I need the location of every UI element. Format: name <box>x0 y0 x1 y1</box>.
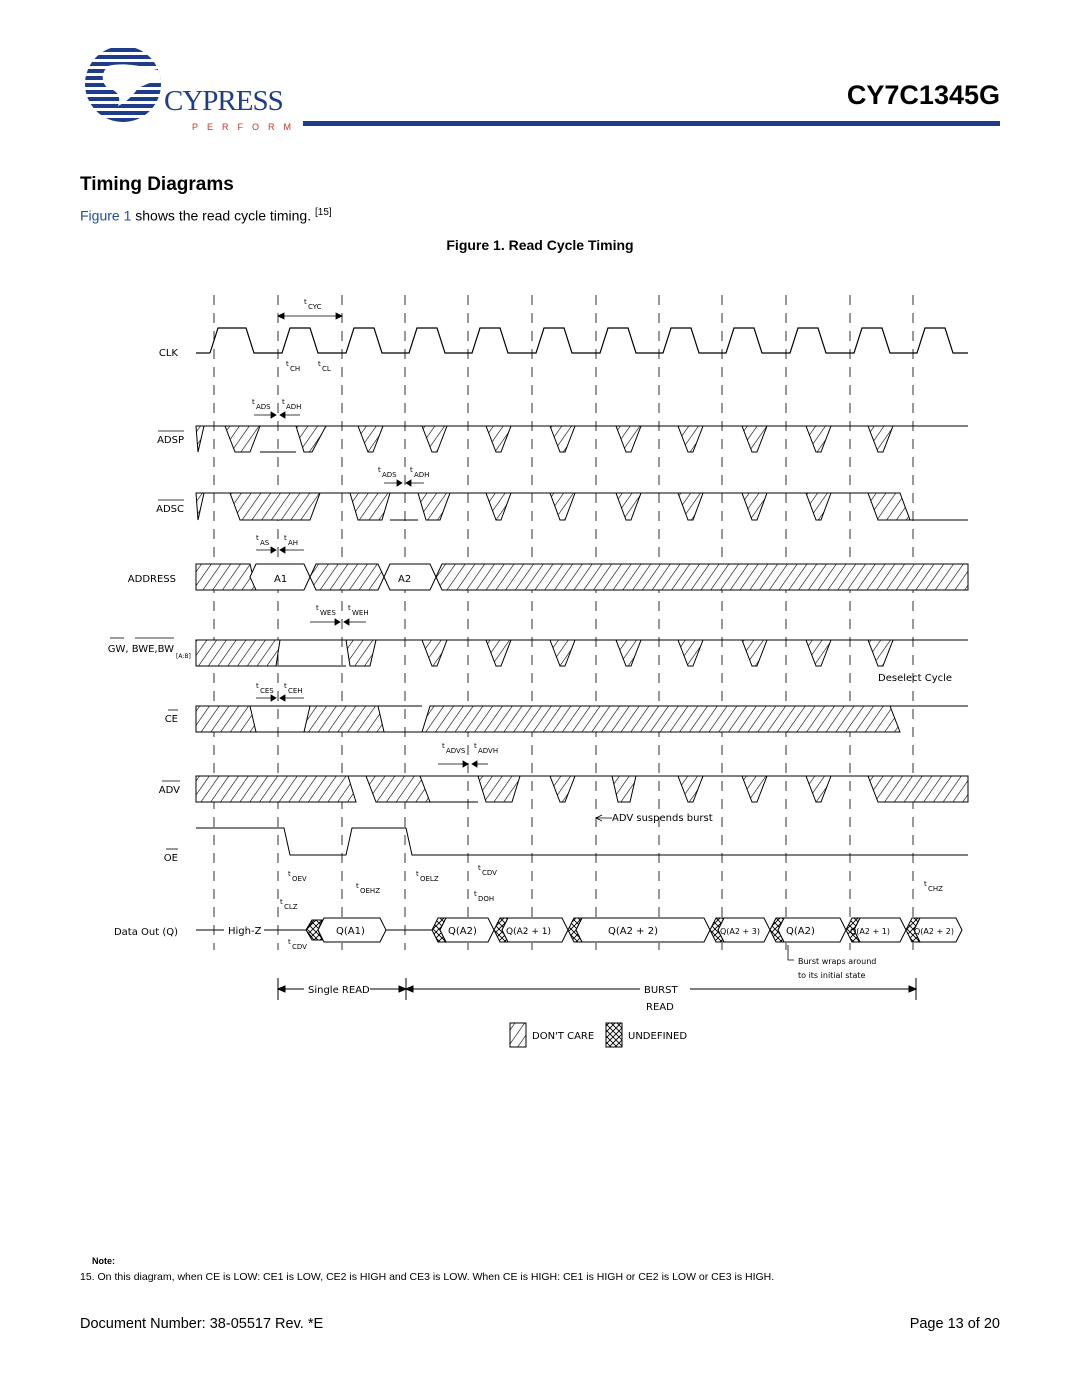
signal-label-oe: OE <box>163 853 178 864</box>
toev-label: OEV <box>292 875 307 883</box>
burst-wraps-pointer <box>788 945 794 960</box>
tcl-label: CL <box>322 365 331 373</box>
data-out-waveform <box>196 918 962 942</box>
read-brackets <box>278 978 916 1000</box>
svg-text:t: t <box>284 682 287 690</box>
figure-link[interactable]: Figure 1 <box>80 207 132 224</box>
timing-parameters <box>252 298 943 951</box>
tadh2-label: ADH <box>414 471 430 479</box>
intro-text: shows the read cycle timing. <box>131 207 315 224</box>
legend-dont-care-label: DON'T CARE <box>532 1031 595 1042</box>
note-heading: Note: <box>92 1256 115 1266</box>
bw-subscript: [A:B] <box>176 653 191 660</box>
legend-undefined-label: UNDEFINED <box>628 1031 688 1042</box>
toelz-label: OELZ <box>420 875 439 883</box>
svg-text:t: t <box>282 398 285 406</box>
deselect-cycle-label: Deselect Cycle <box>878 673 953 684</box>
address-waveform <box>196 564 968 590</box>
ce-waveform <box>196 706 968 732</box>
tchz-label: CHZ <box>928 885 943 893</box>
toehz-label: OEHZ <box>360 887 380 895</box>
tah-label: AH <box>288 539 299 547</box>
adv-waveform <box>196 776 968 802</box>
cypress-logo <box>78 44 308 134</box>
tceh-label: CEH <box>288 687 303 695</box>
adv-suspends-arrow <box>596 815 612 821</box>
svg-text:t: t <box>288 938 291 946</box>
high-z-label: High-Z <box>228 926 262 937</box>
note-text: 15. On this diagram, when CE is LOW: CE1 is LOW, CE2 is HIGH and CE3 is LOW. When CE is HIGH: CE1 is HIGH or CE2 is LOW or CE3 is HIGH. <box>80 1271 775 1283</box>
tadh-label: ADH <box>286 403 302 411</box>
data-q-a2-plus-2-wrap: Q(A2 + 2) <box>914 927 954 936</box>
single-read-label: Single READ <box>308 985 370 996</box>
adsp-waveform <box>196 426 968 452</box>
svg-text:t: t <box>286 360 289 368</box>
tch-label: CH <box>290 365 301 373</box>
svg-text:t: t <box>252 398 255 406</box>
svg-text:t: t <box>356 882 359 890</box>
burst-read-label: READ <box>646 1002 674 1013</box>
figure-caption: Figure 1. Read Cycle Timing <box>446 237 634 253</box>
tads-label: ADS <box>256 403 271 411</box>
tcyc-label: CYC <box>308 303 322 311</box>
svg-text:t: t <box>256 534 259 542</box>
read-cycle-timing-diagram <box>100 290 980 1060</box>
tweh-label: WEH <box>352 609 369 617</box>
page-number: Page 13 of 20 <box>909 1316 1000 1332</box>
signal-label-data-out: Data Out (Q) <box>113 927 178 938</box>
twes-label: WES <box>320 609 336 617</box>
svg-text:t: t <box>378 466 381 474</box>
data-q-a2-plus-1: Q(A2 + 1) <box>506 927 551 937</box>
document-number: Document Number: 38-05517 Rev. *E <box>80 1316 324 1332</box>
logo-wordmark: CYPRESS <box>164 85 283 117</box>
tadvh-label: ADVH <box>478 747 499 755</box>
tadvs-label: ADVS <box>446 747 466 755</box>
svg-text:t: t <box>304 298 307 306</box>
svg-text:t: t <box>924 880 927 888</box>
signal-label-clk: CLK <box>158 348 178 359</box>
burst-wraps-label-1: Burst wraps around <box>798 957 877 966</box>
tcdv2-label: CDV <box>292 943 307 951</box>
adv-suspends-label: ADV suspends burst <box>612 813 713 824</box>
header-rule <box>303 121 1000 126</box>
tads2-label: ADS <box>382 471 397 479</box>
svg-text:t: t <box>410 466 413 474</box>
signal-label-gw-bwe-bw: GW, BWE,BW <box>107 644 174 655</box>
write-enable-waveform <box>196 640 968 666</box>
data-q-a2-plus-1-wrap: Q(A2 + 1) <box>850 927 890 936</box>
adsc-waveform <box>196 493 968 520</box>
legend <box>510 1023 687 1047</box>
data-q-a2: Q(A2) <box>448 926 477 937</box>
legend-undefined-swatch <box>606 1023 622 1047</box>
signal-label-adv: ADV <box>158 785 180 796</box>
svg-text:t: t <box>316 604 319 612</box>
signal-label-adsp: ADSP <box>157 435 184 446</box>
tclz-label: CLZ <box>284 903 298 911</box>
burst-label: BURST <box>644 985 678 996</box>
footnote-ref[interactable]: [15] <box>315 207 332 218</box>
address-a1: A1 <box>274 574 288 585</box>
data-q-a2-plus-3: Q(A2 + 3) <box>720 927 760 936</box>
svg-text:t: t <box>256 682 259 690</box>
svg-text:t: t <box>478 864 481 872</box>
oe-waveform <box>196 828 968 855</box>
svg-text:t: t <box>474 890 477 898</box>
signal-label-adsc: ADSC <box>156 504 184 515</box>
svg-text:t: t <box>288 870 291 878</box>
svg-text:t: t <box>442 742 445 750</box>
data-q-a1: Q(A1) <box>336 926 365 937</box>
burst-wraps-label-2: to its initial state <box>798 971 866 980</box>
intro-paragraph <box>80 207 332 224</box>
svg-text:t: t <box>416 870 419 878</box>
svg-text:t: t <box>474 742 477 750</box>
svg-text:t: t <box>318 360 321 368</box>
address-a2: A2 <box>398 574 412 585</box>
data-q-a2-wrap: Q(A2) <box>786 926 815 937</box>
signal-label-ce: CE <box>164 714 178 725</box>
tces-label: CES <box>260 687 274 695</box>
svg-text:t: t <box>284 534 287 542</box>
legend-dont-care-swatch <box>510 1023 526 1047</box>
signal-label-address: ADDRESS <box>127 574 176 585</box>
part-number: CY7C1345G <box>846 80 1000 110</box>
section-title: Timing Diagrams <box>80 174 234 195</box>
svg-text:t: t <box>280 898 283 906</box>
data-q-a2-plus-2: Q(A2 + 2) <box>608 926 658 937</box>
tcdv-label: CDV <box>482 869 497 877</box>
logo-tagline: PERFORM <box>192 122 300 132</box>
clk-waveform <box>196 328 968 353</box>
svg-text:t: t <box>348 604 351 612</box>
tdoh-label: DOH <box>478 895 495 903</box>
tas-label: AS <box>260 539 270 547</box>
